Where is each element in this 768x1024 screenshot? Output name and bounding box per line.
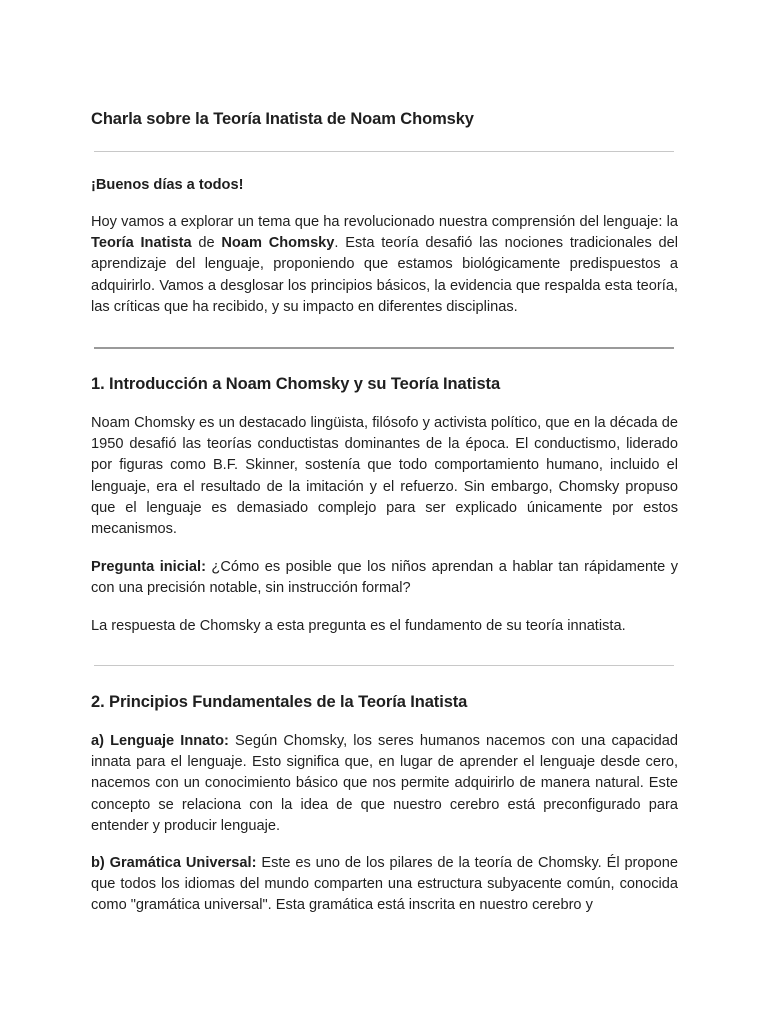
greeting: ¡Buenos días a todos! — [91, 177, 244, 193]
divider — [94, 347, 674, 349]
section-1-heading: 1. Introducción a Noam Chomsky y su Teoría Inatista — [91, 375, 501, 393]
section-2-heading: 2. Principios Fundamentales de la Teoría Inatista — [91, 693, 468, 711]
divider — [94, 151, 674, 152]
bold-theory-name: Teoría Inatista — [91, 235, 192, 252]
innate-language-paragraph: a) Lenguaje Innato: Según Chomsky, los seres humanos nacemos con una capacidad innata para el lenguaje. Esto significa que, en lugar de aprender el lenguaje desde cero, nacemos con un conocimiento básico que nos permite adquirirlo de manera natural. Este concepto se relaciona con la idea de que nuestro cerebro está preconfigurado para entender y producir lenguaje. — [91, 733, 678, 834]
initial-question-paragraph: Pregunta inicial: ¿Cómo es posible que los niños aprendan a hablar tan rápidamente y con una precisión notable, sin instrucción formal? — [91, 559, 679, 597]
document-title: Charla sobre la Teoría Inatista de Noam Chomsky — [91, 110, 474, 128]
chomsky-answer-paragraph: La respuesta de Chomsky a esta pregunta es el fundamento de su teoría innatista. — [91, 618, 626, 634]
universal-grammar-label: b) Gramática Universal: — [91, 855, 257, 871]
innate-language-label: a) Lenguaje Innato: — [91, 733, 229, 749]
bold-author-name: Noam Chomsky — [221, 235, 335, 252]
question-label: Pregunta inicial: — [91, 559, 206, 575]
section-1-paragraph: Noam Chomsky es un destacado lingüista, filósofo y activista político, que en la década de 1950 desafió las teorías conductistas dominantes de la época. El conductismo, liderado por figuras como B.F. Skinner, sostenía que todo comportamiento humano, incluido el lenguaje, era el resultado de la imitación y el refuerzo. Sin embargo, Chomsky propuso que el lenguaje es demasiado complejo para ser explicado únicamente por estos mecanismos. — [91, 415, 678, 538]
universal-grammar-paragraph: b) Gramática Universal: Este es uno de los pilares de la teoría de Chomsky. Él propone que todos los idiomas del mundo comparten una estructura subyacente común, conocida como "gramática universal". Esta gramática está inscrita en nuestro cerebro y — [91, 855, 678, 914]
divider — [94, 665, 674, 666]
intro-paragraph: Hoy vamos a explorar un tema que ha revolucionado nuestra comprensión del lenguaje: la Teoría Inatista de Noam Chomsky. Esta teoría desafió las nociones tradicionales del aprendizaje del lenguaje, proponiendo que estamos biológicamente predispuestos a adquirirlo. Vamos a desglosar los principios básicos, la evidencia que respalda esta teoría, las críticas que ha recibido, y su impacto en diferentes disciplinas. — [91, 214, 679, 315]
